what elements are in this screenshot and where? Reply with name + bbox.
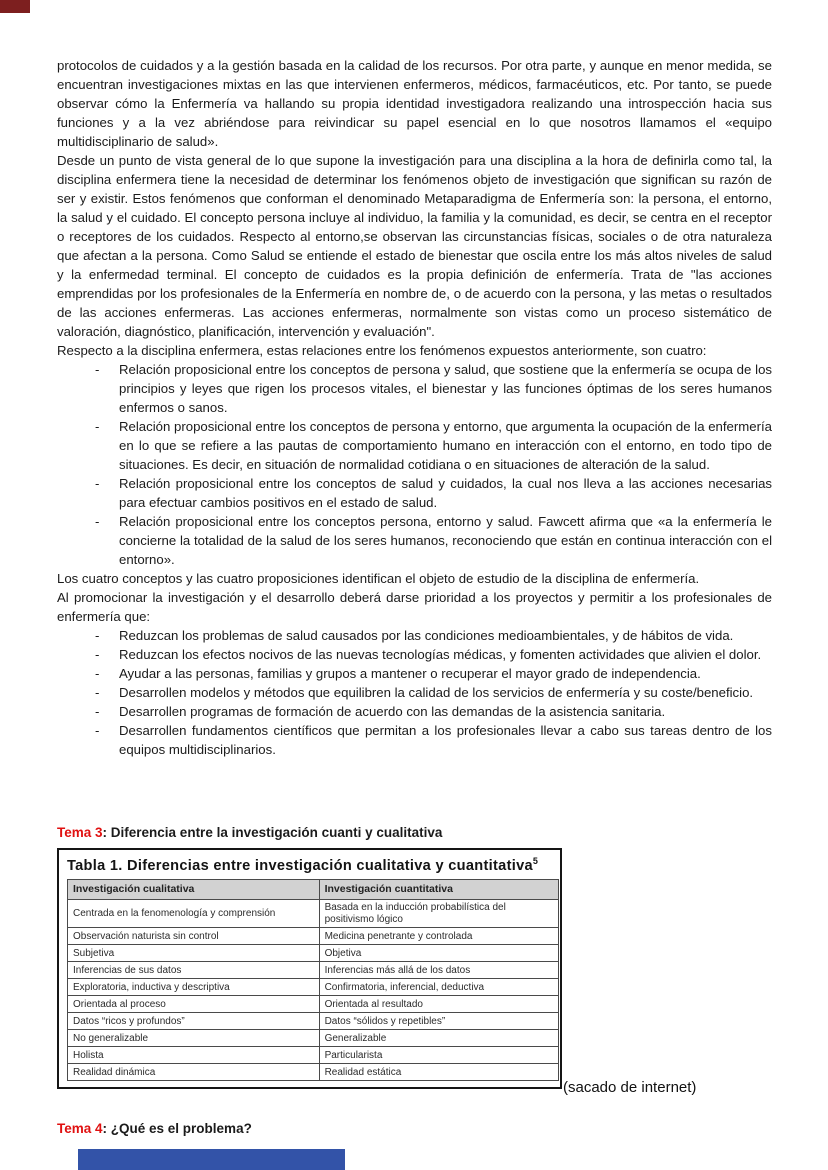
list-item-text: Relación proposicional entre los conceptos persona, entorno y salud. Fawcett afirma que «a la enfermería le concierne la totalidad de la salud de los seres humanos, reconociendo que están en continua interacción con el entorno». <box>119 514 772 567</box>
list-item-text: Desarrollen programas de formación de acuerdo con las demandas de la asistencia sanitaria. <box>119 704 666 719</box>
tema3-title: Diferencia entre la investigación cuanti y cualitativa <box>110 825 443 840</box>
list-item <box>57 664 772 683</box>
table-row <box>68 979 559 996</box>
list-item-text: Relación proposicional entre los conceptos de salud y cuidados, la cual nos lleva a las acciones necesarias para efectuar cambios positivos en el estado de salud. <box>119 476 772 510</box>
list-item-text: Reduzcan los problemas de salud causados por las condiciones medioambientales, y de hábitos de vida. <box>119 628 734 643</box>
table-cell: Realidad estática <box>319 1064 558 1081</box>
list-item-text: Relación proposicional entre los conceptos de persona y entorno, que argumenta la ocupación de la enfermería en lo que se refiere a las pautas de comportamiento humano en interacción con el entorno, en todo tipo de situaciones. Es decir, en situación de normalidad cotidiana o en situaciones de alteración de la salud. <box>119 419 772 472</box>
comparison-table <box>67 879 559 1082</box>
table-cell: Datos “ricos y profundos” <box>68 1013 320 1030</box>
list-item <box>57 360 772 417</box>
list-item-text: Reduzcan los efectos nocivos de las nuevas tecnologías médicas, y fomenten actividades que alivien el dolor. <box>119 647 762 662</box>
bullet-dash: - <box>95 476 100 491</box>
table-cell: Confirmatoria, inferencial, deductiva <box>319 979 558 996</box>
bullet-dash: - <box>95 419 100 434</box>
table-cell: Observación naturista sin control <box>68 928 320 945</box>
tema4-separator: : <box>102 1121 111 1137</box>
document-bottom-section <box>57 824 772 1138</box>
list-item <box>57 721 772 759</box>
tema4-label: Tema 4 <box>57 1121 103 1137</box>
table-row <box>68 1047 559 1064</box>
list-item <box>57 702 772 721</box>
table-row <box>68 962 559 979</box>
table-title <box>63 852 556 879</box>
table-cell: Centrada en la fenomenología y comprensión <box>68 900 320 928</box>
bullet-dash: - <box>95 704 100 719</box>
comparison-table-image <box>57 848 562 1089</box>
table-header-row <box>68 879 559 900</box>
tema4-heading <box>57 1120 772 1138</box>
column-header-cualitativa: Investigación cualitativa <box>68 879 320 900</box>
list-item <box>57 474 772 512</box>
priorities-bullet-list <box>57 626 772 759</box>
bullet-dash: - <box>95 685 100 700</box>
table-cell: Orientada al resultado <box>319 996 558 1013</box>
table-cell: No generalizable <box>68 1030 320 1047</box>
bullet-dash: - <box>95 362 100 377</box>
next-page-element-sliver <box>78 1149 345 1170</box>
tema3-separator: : <box>102 825 111 840</box>
table-cell: Basada en la inducción probabilística del positivismo lógico <box>319 900 558 928</box>
table-cell: Inferencias de sus datos <box>68 962 320 979</box>
table-cell: Datos “sólidos y repetibles” <box>319 1013 558 1030</box>
tema3-heading <box>57 824 772 842</box>
table-row <box>68 1064 559 1081</box>
bullet-dash: - <box>95 723 100 738</box>
table-cell: Subjetiva <box>68 945 320 962</box>
table-and-caption-row <box>57 848 772 1097</box>
document-body <box>57 56 772 759</box>
table-cell: Medicina penetrante y controlada <box>319 928 558 945</box>
bullet-dash: - <box>95 666 100 681</box>
tema3-label: Tema 3 <box>57 825 103 840</box>
column-header-cuantitativa: Investigación cuantitativa <box>319 879 558 900</box>
table-cell: Exploratoria, inductiva y descriptiva <box>68 979 320 996</box>
list-item <box>57 417 772 474</box>
table-row <box>68 1013 559 1030</box>
relations-bullet-list <box>57 360 772 569</box>
list-item-text: Desarrollen fundamentos científicos que permitan a los profesionales llevar a cabo sus tareas dentro de los equipos multidisciplinarios. <box>119 723 772 757</box>
table-source-caption: (sacado de internet) <box>563 1079 697 1097</box>
table-cell: Objetiva <box>319 945 558 962</box>
table-title-footnote-ref: 5 <box>532 856 539 866</box>
table-cell: Particularista <box>319 1047 558 1064</box>
paragraph-metaparadigma: Desde un punto de vista general de lo que supone la investigación para una disciplina a la hora de definirla como tal, la disciplina enfermera tiene la necesidad de determinar los fenómenos objeto de investigación que significan su razón de ser y existir. Estos fenómenos que conforman el denominado Metaparadigma de Enfermería son: la persona, el entorno, la salud y el cuidado. El concepto persona incluye al individuo, la familia y la comunidad, es decir, se centra en el receptor o receptores de los cuidados. Respecto al entorno,se observan las circunstancias físicas, sociales o de otra naturaleza que afectan a la persona. Como Salud se entiende el estado de bienestar que oscila entre los más altos niveles de salud y la enfermedad terminal. El concepto de cuidados es la propia definición de enfermería. Trata de "las acciones emprendidas por los profesionales de la Enfermería en nombre de, o de acuerdo con la persona, y las metas o resultados de las acciones enfermeras. Las acciones enfermeras, normalmente son vistas como un proceso sistemático de valoración, diagnóstico, planificación, intervención y evaluación". <box>57 153 772 339</box>
table-row <box>68 928 559 945</box>
table-cell: Realidad dinámica <box>68 1064 320 1081</box>
bullet-dash: - <box>95 628 100 643</box>
list-item-text: Ayudar a las personas, familias y grupos a mantener o recuperar el mayor grado de independencia. <box>119 666 701 681</box>
table-row <box>68 945 559 962</box>
bullet-dash: - <box>95 514 100 529</box>
table-row <box>68 900 559 928</box>
list-item <box>57 512 772 569</box>
table-cell: Inferencias más allá de los datos <box>319 962 558 979</box>
list-item <box>57 626 772 645</box>
list-item <box>57 683 772 702</box>
bullet-dash: - <box>95 647 100 662</box>
table-row <box>68 996 559 1013</box>
table-title-text: Tabla 1. Diferencias entre investigación cualitativa y cuantitativa <box>67 857 533 874</box>
adjacent-page-corner-mark <box>0 0 30 13</box>
conclusion-line-2: Al promocionar la investigación y el desarrollo deberá darse prioridad a los proyectos y permitir a los profesionales de enfermería que: <box>57 590 772 624</box>
tema4-title: ¿Qué es el problema? <box>110 1121 252 1137</box>
table-cell: Orientada al proceso <box>68 996 320 1013</box>
relations-intro-line: Respecto a la disciplina enfermera, estas relaciones entre los fenómenos expuestos anteriormente, son cuatro: <box>57 343 707 358</box>
table-cell: Generalizable <box>319 1030 558 1047</box>
table-cell: Holista <box>68 1047 320 1064</box>
paragraph-intro: protocolos de cuidados y a la gestión basada en la calidad de los recursos. Por otra parte, y aunque en menor medida, se encuentran investigaciones mixtas en las que intervienen enfermeros, médicos, farmacéuticos, etc. Por tanto, se puede observar cómo la Enfermería va hallando su propia identidad investigadora realizando una introspección hacia sus funciones y a la vez abriéndose para reivindicar su papel esencial en lo que nosotros llamamos el «equipo multidisciplinario de salud». <box>57 58 772 149</box>
list-item-text: Relación proposicional entre los conceptos de persona y salud, que sostiene que la enfermería se ocupa de los principios y leyes que rigen los procesos vitales, el bienestar y las funciones óptimas de los seres humanos enfermos o sanos. <box>119 362 772 415</box>
table-row <box>68 1030 559 1047</box>
list-item <box>57 645 772 664</box>
list-item-text: Desarrollen modelos y métodos que equilibren la calidad de los servicios de enfermería y su coste/beneficio. <box>119 685 754 700</box>
conclusion-line-1: Los cuatro conceptos y las cuatro proposiciones identifican el objeto de estudio de la disciplina de enfermería. <box>57 571 700 586</box>
